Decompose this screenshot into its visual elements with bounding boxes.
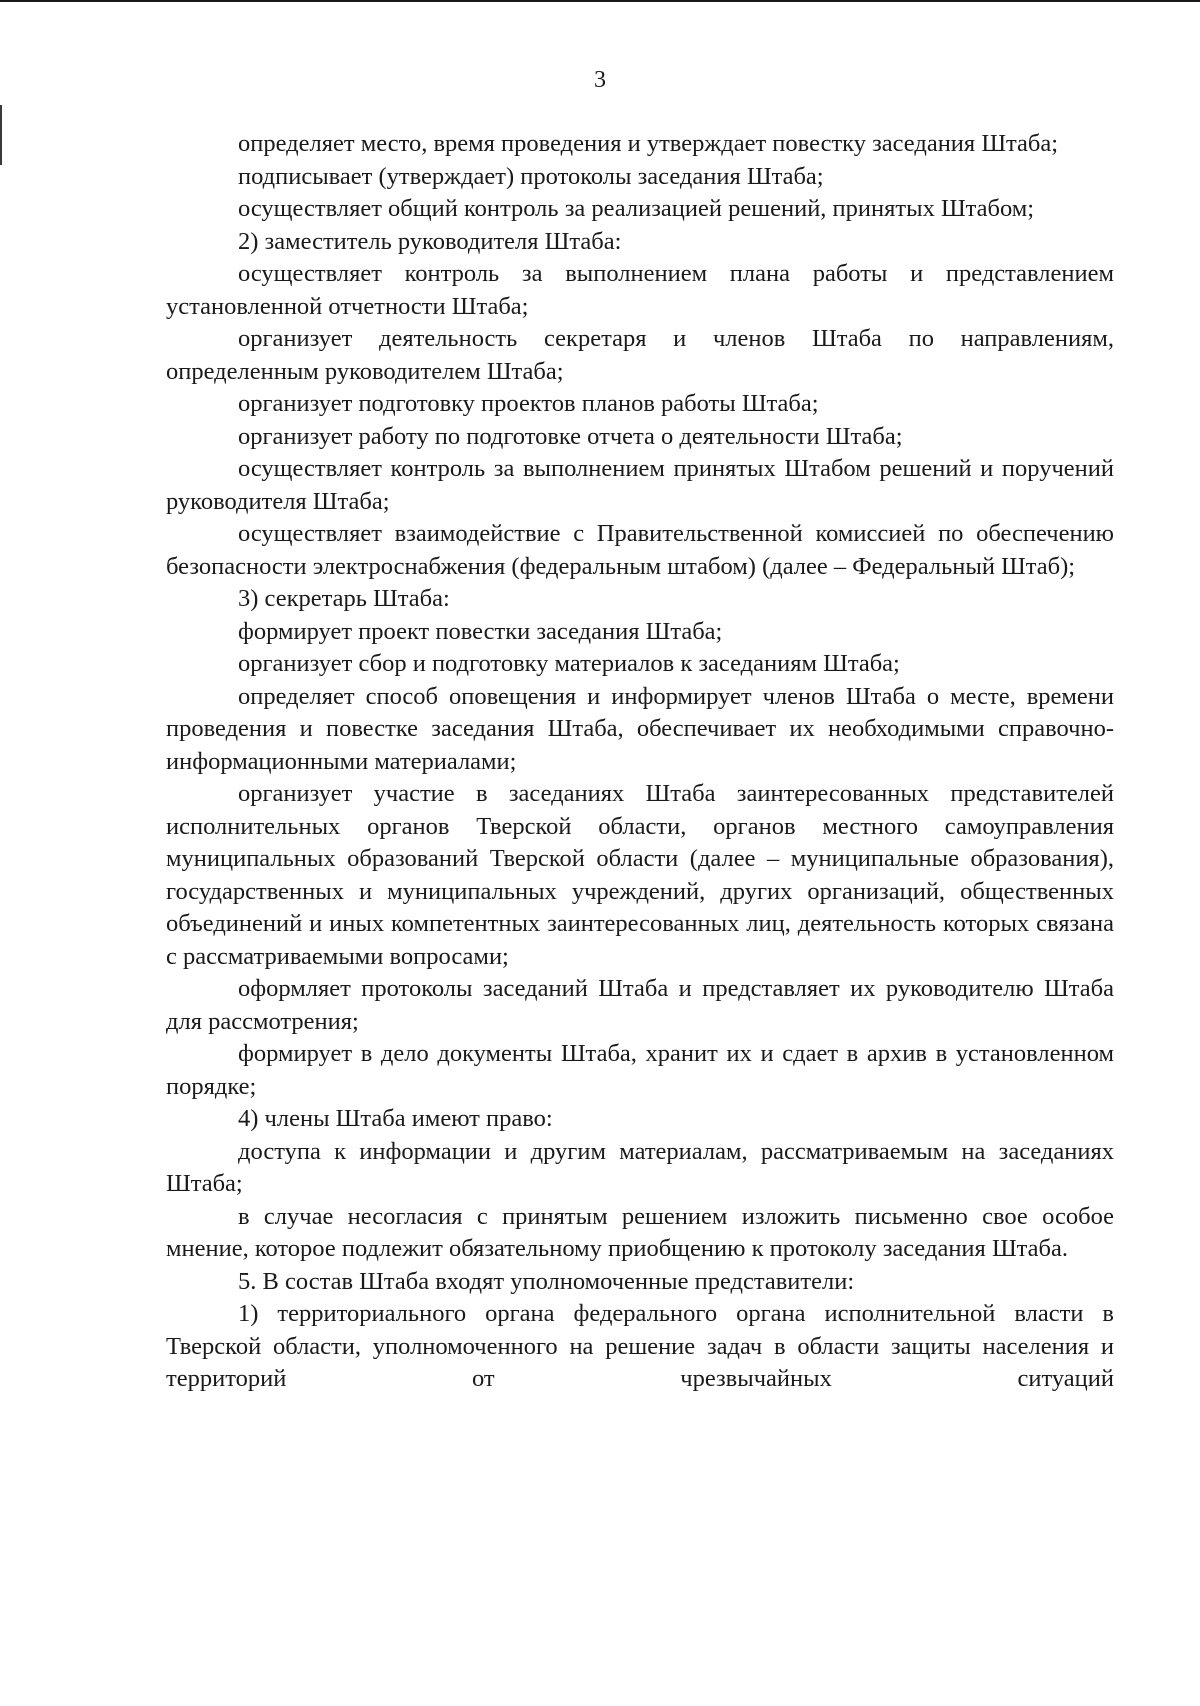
scan-top-border	[0, 0, 1200, 2]
paragraph: формирует проект повестки заседания Штаба;	[238, 617, 723, 645]
paragraph: осуществляет общий контроль за реализацией решений, принятых Штабом;	[238, 195, 1035, 222]
paragraph: подписывает (утверждает) протоколы заседания Штаба;	[238, 162, 824, 190]
paragraph: организует работу по подготовке отчета о деятельности Штаба;	[238, 422, 903, 450]
section-heading: 5. В состав Штаба входят уполномоченные представители:	[238, 1267, 855, 1295]
paragraph: организует подготовку проектов планов работы Штаба;	[238, 390, 819, 417]
page-number: 3	[594, 67, 606, 93]
paragraph: осуществляет контроль за выполнением плана работы и представлением установленной отчетности Штаба;	[166, 260, 1114, 320]
paragraph: определяет способ оповещения и информирует членов Штаба о месте, времени проведения и повестке заседания Штаба, обеспечивает их необходимыми справочно-информационными материалами;	[166, 682, 1114, 775]
paragraph: в случае несогласия с принятым решением изложить письменно свое особое мнение, которое подлежит обязательному приобщению к протоколу заседания Штаба.	[166, 1202, 1114, 1262]
paragraph: организует сбор и подготовку материалов к заседаниям Штаба;	[238, 650, 900, 677]
paragraph: осуществляет взаимодействие с Правительственной комиссией по обеспечению безопасности электроснабжения (федеральным штабом) (далее – Федеральный Штаб);	[166, 520, 1114, 580]
paragraph: оформляет протоколы заседаний Штаба и представляет их руководителю Штаба для рассмотрения;	[166, 975, 1114, 1035]
paragraph: формирует в дело документы Штаба, хранит их и сдает в архив в установленном порядке;	[166, 1040, 1114, 1100]
paragraph: осуществляет контроль за выполнением принятых Штабом решений и поручений руководителя Штаба;	[166, 455, 1114, 515]
paragraph: организует участие в заседаниях Штаба заинтересованных представителей исполнительных органов Тверской области, органов местного самоуправления муниципальных образований Тверской области (далее – муниципальные образования), государственных и муниципальных учреждений, других организаций, общественных объединений и иных компетентных заинтересованных лиц, деятельность которых связана с рассматриваемыми вопросами;	[166, 780, 1114, 970]
paragraph: 1) территориального органа федерального органа исполнительной власти в Тверской области, уполномоченного на решение задач в области защиты населения и территорий от чрезвычайных ситуаций	[166, 1300, 1114, 1392]
paragraph: доступа к информации и другим материалам, рассматриваемым на заседаниях Штаба;	[166, 1137, 1114, 1197]
paragraph: определяет место, время проведения и утверждает повестку заседания Штаба;	[238, 130, 1059, 157]
scan-edge-mark	[0, 105, 2, 165]
list-item-heading: 4) члены Штаба имеют право:	[238, 1105, 553, 1132]
list-item-heading: 3) секретарь Штаба:	[238, 585, 450, 612]
paragraph: организует деятельность секретаря и членов Штаба по направлениям, определенным руководителем Штаба;	[166, 325, 1114, 385]
document-body	[166, 128, 1114, 1396]
list-item-heading: 2) заместитель руководителя Штаба:	[238, 227, 622, 255]
